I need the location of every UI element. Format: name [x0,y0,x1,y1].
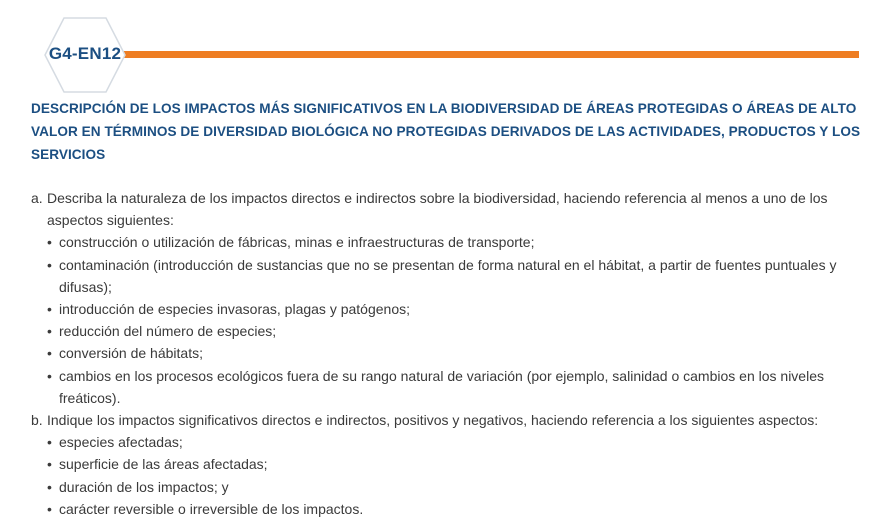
bullet-icon: • [47,234,52,251]
list-item [47,320,861,342]
bullet-icon: • [47,434,52,451]
bullet-icon: • [47,500,52,517]
list-item-text: contaminación (introducción de sustancias que no se presentan de forma natural en el hábitat, a partir de fuentes puntuales y difusas); [59,256,837,295]
list-item-text: conversión de hábitats; [59,345,203,362]
list-item [47,254,861,298]
section-text: Indique los impactos significativos directos e indirectos, positivos y negativos, haciendo referencia a los siguientes aspectos: [47,412,819,429]
list-item [47,298,861,320]
list-item [47,476,861,498]
list-item [47,431,861,453]
section-a [31,187,861,409]
bullet-icon: • [47,301,52,318]
list-item [47,498,861,520]
list-item-text: reducción del número de especies; [59,323,277,340]
list-item [47,453,861,475]
list-item-text: introducción de especies invasoras, plagas y patógenos; [59,301,410,318]
header-rule [108,51,859,58]
list-item-text: duración de los impactos; y [59,478,229,495]
requirements-list [31,187,861,520]
bullet-icon: • [47,345,52,362]
bullet-list [47,231,861,409]
section-marker: b. [31,412,43,429]
list-item-text: superficie de las áreas afectadas; [59,456,268,473]
list-item-text: especies afectadas; [59,434,183,451]
list-item-text: carácter reversible o irreversible de los impactos. [59,500,364,517]
bullet-list [47,431,861,520]
indicator-header [0,0,870,90]
bullet-icon: • [47,256,52,273]
section-body [47,187,861,409]
section-body [47,409,861,520]
list-item [47,231,861,253]
indicator-code: G4-EN12 [48,44,122,63]
section-text: Describa la naturaleza de los impactos directos e indirectos sobre la biodiversidad, haciendo referencia al menos a uno de los aspectos siguientes: [47,190,828,229]
bullet-icon: • [47,323,52,340]
page-title: DESCRIPCIÓN DE LOS IMPACTOS MÁS SIGNIFICATIVOS EN LA BIODIVERSIDAD DE ÁREAS PROTEGIDAS O ÁREAS DE ALTO VALOR EN TÉRMINOS DE DIVERSIDAD BIOLÓGICA NO PROTEGIDAS DERIVADOS DE LAS ACTIVIDADES, PRODUCTOS Y LOS SERVICIOS [31,101,861,162]
list-item [47,342,861,364]
list-item-text: cambios en los procesos ecológicos fuera de su rango natural de variación (por ejemplo, salinidad o cambios en los niveles freáticos). [59,367,824,406]
section-b [31,409,861,520]
list-item [47,365,861,409]
bullet-icon: • [47,367,52,384]
bullet-icon: • [47,478,52,495]
list-item-text: construcción o utilización de fábricas, minas e infraestructuras de transporte; [59,234,535,251]
bullet-icon: • [47,456,52,473]
section-marker: a. [31,190,43,206]
